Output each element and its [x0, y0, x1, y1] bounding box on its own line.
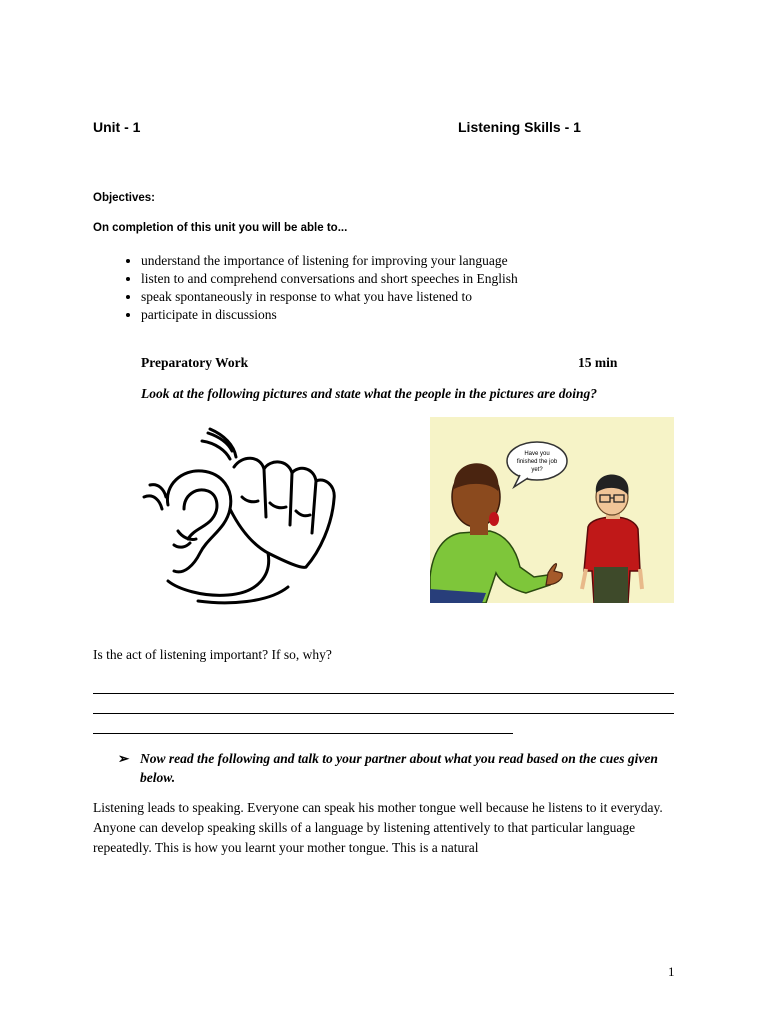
speech-bubble-line: finished the job: [516, 459, 558, 465]
unit-title: Listening Skills - 1: [458, 119, 581, 135]
instruction-text: Now read the following and talk to your partner about what you read based on the cues given below.: [140, 751, 658, 785]
objectives-list: [93, 252, 518, 324]
objectives-heading: Objectives:: [93, 192, 155, 204]
answer-line[interactable]: [93, 713, 674, 714]
reading-instruction: [118, 749, 678, 787]
objectives-intro: On completion of this unit you will be able to...: [93, 222, 348, 234]
two-people-conversation-illustration: [430, 417, 674, 603]
arrow-bullet-icon: ➢: [118, 751, 130, 766]
preparatory-time: 15 min: [578, 355, 618, 370]
page-number: 1: [668, 964, 675, 979]
ear-cupped-hand-illustration: [138, 425, 338, 605]
answer-line[interactable]: [93, 733, 513, 734]
objective-item: • understand the importance of listening for improving your language: [141, 252, 518, 270]
unit-label: Unit - 1: [93, 119, 141, 135]
discussion-question: Is the act of listening important? If so, why?: [93, 647, 332, 662]
preparatory-title: Preparatory Work: [141, 355, 249, 370]
objective-item: • listen to and comprehend conversations and short speeches in English: [141, 270, 518, 288]
answer-line[interactable]: [93, 693, 674, 694]
speech-bubble-line: Have you: [524, 451, 550, 457]
objective-item: • speak spontaneously in response to what you have listened to: [141, 288, 518, 306]
reading-paragraph: Listening leads to speaking. Everyone can speak his mother tongue well because he listens to it everyday. Anyone can develop speaking skills of a language by listening attentively to that particular language repeatedly. This is how you learnt your mother tongue. This is a natural: [93, 800, 663, 855]
objective-item: • participate in discussions: [141, 306, 518, 324]
speech-bubble-line: yet?: [531, 467, 543, 473]
preparatory-question: Look at the following pictures and state what the people in the pictures are doing?: [141, 386, 598, 401]
